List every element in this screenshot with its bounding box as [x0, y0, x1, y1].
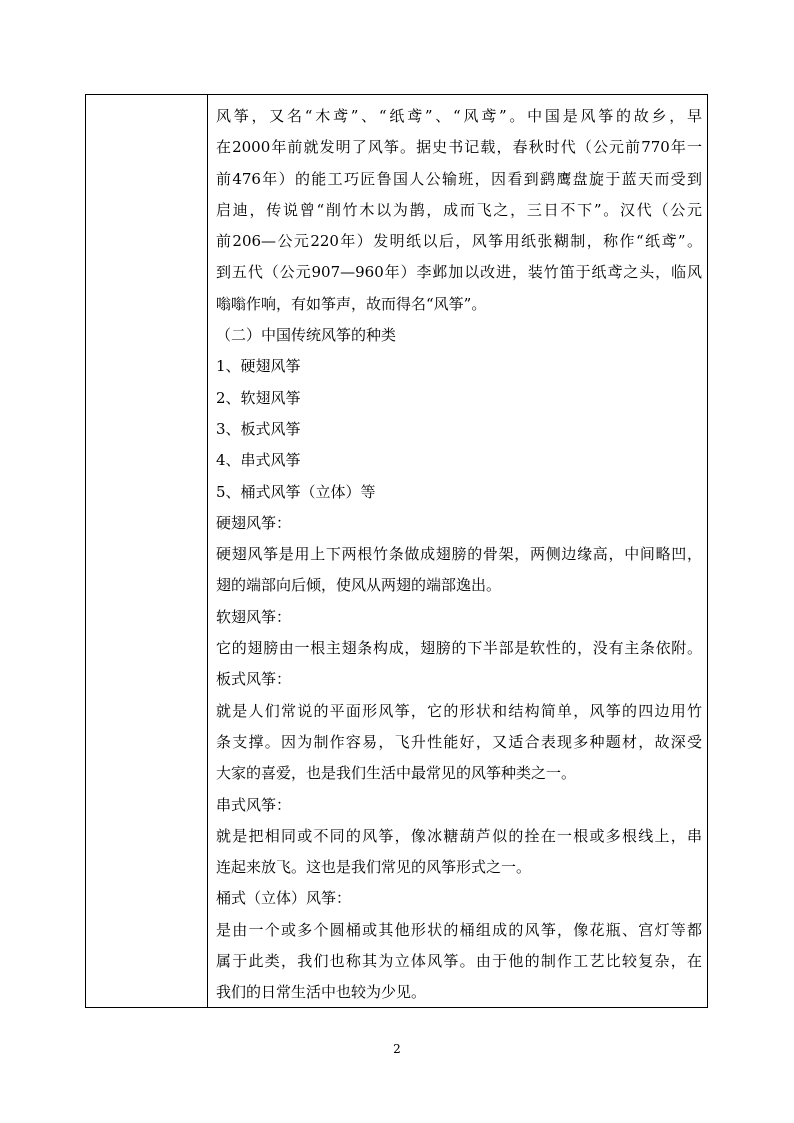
text-lines: [216, 101, 702, 1009]
text-line: 串式风筝：: [216, 795, 292, 814]
text-line: 风筝，又名“木鸢”、“纸鸢”、“风鸢”。中国是风筝的故乡，早: [216, 107, 702, 125]
content-table: [85, 94, 708, 1008]
text-line: 桶式（立体）风筝：: [216, 889, 352, 908]
text-line: 前476年）的能工巧匠鲁国人公输班，因看到鹞鹰盘旋于蓝天而受到: [216, 169, 702, 188]
text-line: 连起来放飞。这也是我们常见的风筝形式之一。: [216, 858, 532, 877]
text-line: 在2000年前就发明了风筝。据史书记载，春秋时代（公元前770年一: [216, 138, 702, 157]
text-line: 大家的喜爱，也是我们生活中最常见的风筝种类之一。: [216, 764, 577, 783]
text-line: 就是把相同或不同的风筝，像冰糖葫芦似的拴在一根或多根线上，串: [216, 826, 702, 845]
text-line: 是由一个或多个圆桶或其他形状的桶组成的风筝，像花瓶、宫灯等都: [216, 920, 702, 939]
text-line: 3、板式风筝: [216, 419, 301, 438]
text-line: 条支撑。因为制作容易，飞升性能好，又适合表现多种题材，故深受: [216, 732, 702, 751]
table-left-cell: [86, 95, 208, 1007]
text-line: 翅的端部向后倾，使风从两翅的端部逸出。: [216, 576, 502, 595]
text-line: 到五代（公元907—960年）李邺加以改进，装竹笛于纸鸢之头，临风: [216, 263, 702, 282]
text-line: 硬翅风筝：: [216, 513, 292, 532]
page-number: 2: [393, 1042, 401, 1056]
text-line: 前206—公元220年）发明纸以后，风筝用纸张糊制，称作“纸鸢”。: [216, 232, 702, 251]
text-line: 嗡嗡作响，有如筝声，故而得名“风筝”。: [216, 294, 487, 313]
text-line: 属于此类，我们也称其为立体风筝。由于他的制作工艺比较复杂，在: [216, 952, 702, 971]
text-line: 软翅风筝：: [216, 607, 292, 626]
table-content-cell: [208, 95, 707, 1007]
text-line: 它的翅膀由一根主翅条构成，翅膀的下半部是软性的，没有主条依附。: [216, 639, 702, 658]
text-line: 就是人们常说的平面形风筝，它的形状和结构简单，风筝的四边用竹: [216, 701, 702, 720]
text-line: 启迪，传说曾“削竹木以为鹊，成而飞之，三日不下”。汉代（公元: [216, 200, 702, 219]
text-line: （二）中国传统风筝的种类: [216, 326, 397, 345]
text-line: 板式风筝：: [216, 670, 292, 689]
text-line: 我们的日常生活中也较为少见。: [216, 983, 427, 1002]
text-line: 5、桶式风筝（立体）等: [216, 482, 376, 501]
text-line: 2、软翅风筝: [216, 388, 301, 407]
text-line: 1、硬翅风筝: [216, 357, 301, 376]
text-line: 4、串式风筝: [216, 451, 301, 470]
text-line: 硬翅风筝是用上下两根竹条做成翅膀的骨架，两侧边缘高，中间略凹，: [216, 545, 702, 564]
